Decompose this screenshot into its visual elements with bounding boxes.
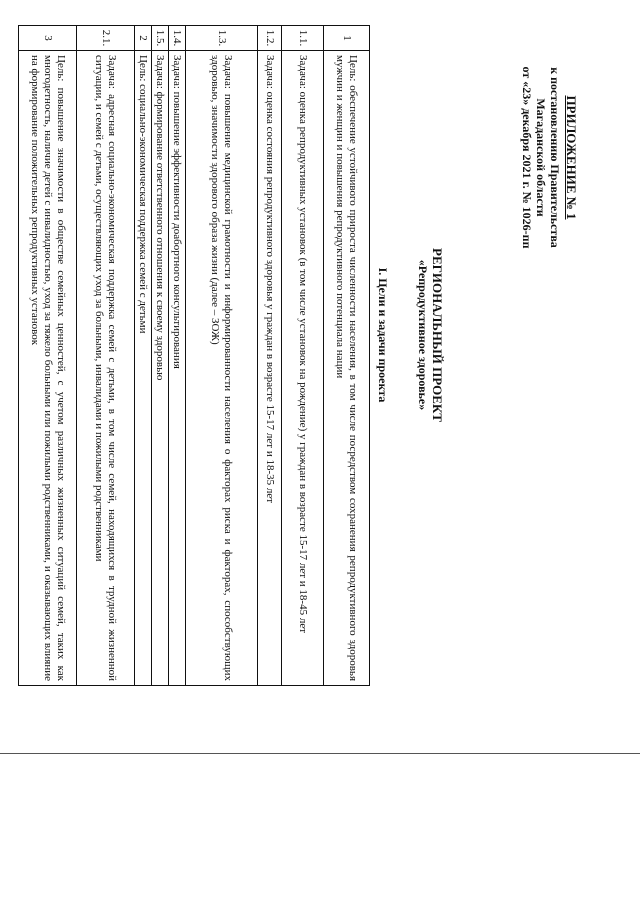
table-row — [324, 26, 370, 686]
table-row — [282, 26, 324, 686]
document-page — [30, 25, 590, 725]
row-number: 1.2. — [258, 26, 282, 51]
row-text: Цель: обеспечение устойчивого прироста численности населения, в том числе посредством сохранения репродуктивного здоровья мужчин и женщин и повышения репродуктивного потенциала нации — [324, 51, 370, 686]
row-number: 1 — [324, 26, 370, 51]
project-heading — [416, 225, 445, 445]
row-text: Задача: адресная социально-экономическая поддержка семей с детьми, в том числе семей, находящихся в трудной жизненной ситуации, и семей с детьми, осуществляющих уход за больными, инвалидами и пожилыми родственниками — [77, 51, 135, 686]
table-row — [152, 26, 169, 686]
row-text: Задача: оценка репродуктивных установок (в том числе установок на рождение) у граждан в возрасте 15-17 лет и 18-45 лет — [282, 51, 324, 686]
row-text: Задача: оценка состояния репродуктивного здоровья у граждан в возрасте 15-17 лет и 18-35 лет — [258, 51, 282, 686]
row-number: 2 — [135, 26, 152, 51]
row-text: Задача: формирование ответственного отношения к своему здоровью — [152, 51, 169, 686]
table-row — [186, 26, 258, 686]
table-row — [135, 26, 152, 686]
annex-line-1: к постановлению Правительства — [548, 67, 562, 248]
annex-block — [520, 50, 578, 265]
table-row — [169, 26, 186, 686]
row-number: 1.4. — [169, 26, 186, 51]
annex-line-2: Магаданской области — [534, 98, 548, 217]
annex-line-3: от «23» декабря 2021 г. № 1026-пп — [520, 66, 534, 249]
goals-table — [18, 25, 370, 686]
row-text: Цель: социально-экономическая поддержка семей с детьми — [135, 51, 152, 686]
table-row — [258, 26, 282, 686]
row-number: 1.3. — [186, 26, 258, 51]
row-number: 1.5. — [152, 26, 169, 51]
row-number: 1.1. — [282, 26, 324, 51]
page-divider-line — [0, 753, 640, 754]
annex-title: ПРИЛОЖЕНИЕ № 1 — [564, 95, 579, 220]
section-title: I. Цели и задачи проекта — [376, 267, 390, 403]
row-text: Задача: повышение медицинской грамотности и информированности населения о факторах риска и факторах, способствующих здоровью, значимости здорового образа жизни (далее – ЗОЖ) — [186, 51, 258, 686]
row-number: 3 — [19, 26, 77, 51]
row-text: Задача: повышение эффективности доабортного консультирования — [169, 51, 186, 686]
table-row — [77, 26, 135, 686]
project-title: РЕГИОНАЛЬНЫЙ ПРОЕКТ — [430, 248, 445, 422]
table-row — [19, 26, 77, 686]
row-text: Цель: повышение значимости в обществе семейных ценностей, с учетом различных жизненных ситуаций семей, таких как многодетность, наличие детей с инвалидностью, уход за тяжело больными или пожилыми родственниками, и оказывающих влияние на формирование положительных репродуктивных установок — [19, 51, 77, 686]
row-number: 2.1. — [77, 26, 135, 51]
project-subtitle: «Репродуктивное здоровье» — [416, 259, 430, 411]
